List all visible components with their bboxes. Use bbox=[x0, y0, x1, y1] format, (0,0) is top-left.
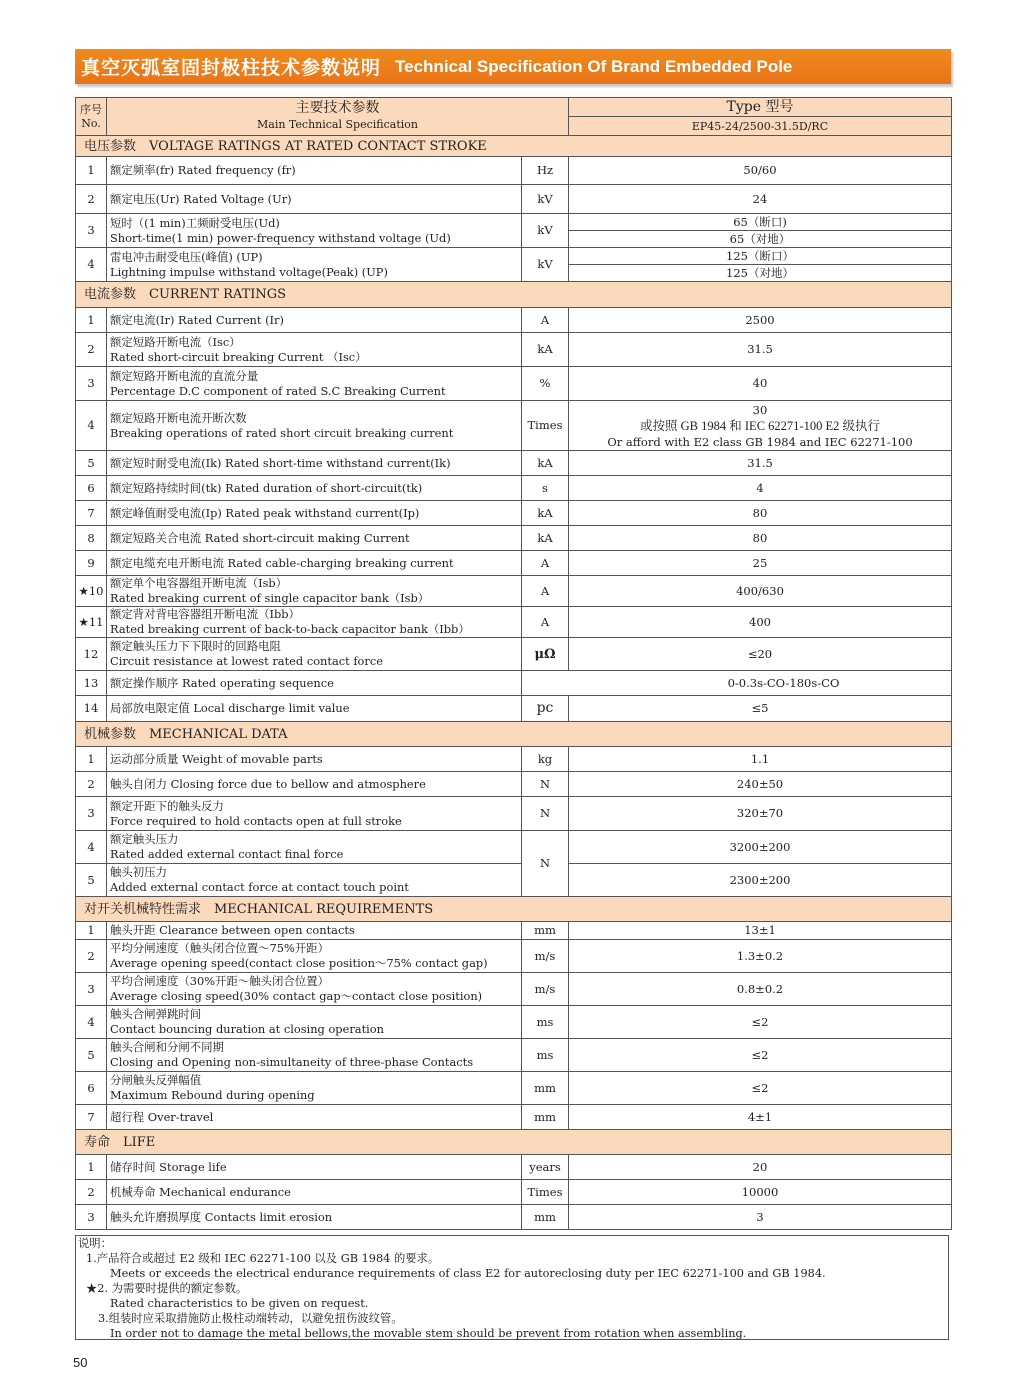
table-row: 2 额定电压(Ur) Rated Voltage (Ur) kV 24 bbox=[76, 185, 952, 214]
table-row: 3 额定短路开断电流的直流分量 Percentage D.C component of rated S.C Breaking Current % 40 bbox=[76, 367, 952, 401]
section-mechanical: 机械参数 MECHANICAL DATA bbox=[76, 722, 952, 747]
table-row: 7 额定峰值耐受电流(Ip) Rated peak withstand current(Ip) kA 80 bbox=[76, 501, 952, 526]
page-number: 50 bbox=[73, 1355, 88, 1370]
header-no bbox=[76, 98, 107, 136]
table-row: 5 触头初压力 Added external contact force at contact touch point 2300±200 bbox=[76, 864, 952, 897]
table-row: 4 雷电冲击耐受电压(峰值) (UP) Lightning impulse withstand voltage(Peak) (UP) kV 125（断口） 125（对地） bbox=[76, 248, 952, 282]
note-1: 1.产品符合或超过 E2 级和 IEC 62271-100 以及 GB 1984 的要求。 bbox=[86, 1252, 440, 1265]
title-banner bbox=[75, 49, 951, 84]
table-row: 4 额定触头压力 Rated added external contact final force N 3200±200 bbox=[76, 831, 952, 864]
table-row: 3 短时（(1 min)工频耐受电压(Ud) Short-time(1 min) power-frequency withstand voltage (Ud) kV 65（断口) 65（对地） bbox=[76, 214, 952, 248]
table-row: 1 额定电流(Ir) Rated Current (Ir) A 2500 bbox=[76, 308, 952, 333]
section-current: 电流参数 CURRENT RATINGS bbox=[76, 282, 952, 308]
title-cn: 真空灭弧室固封极柱技术参数说明 bbox=[81, 57, 382, 79]
table-row: ★10 额定单个电容器组开断电流（Isb） Rated breaking current of single capacitor bank（Isb） A 400/630 bbox=[76, 576, 952, 607]
table-row: 3 额定开距下的触头反力 Force required to hold contacts open at full stroke N 320±70 bbox=[76, 797, 952, 831]
table-row: 2 机械寿命 Mechanical endurance Times 10000 bbox=[76, 1180, 952, 1205]
table-row: 5 触头合闸和分闸不同期 Closing and Opening non-simultaneity of three-phase Contacts ms ≤2 bbox=[76, 1039, 952, 1072]
table-row: 13 额定操作顺序 Rated operating sequence 0-0.3s-CO-180s-CO bbox=[76, 671, 952, 696]
note-3-en: In order not to damage the metal bellows,the movable stem should be prevent from rotation when assembling. bbox=[110, 1327, 747, 1340]
table-row: 1 额定频率(fr) Rated frequency (fr) Hz 50/60 bbox=[76, 157, 952, 185]
table-row: 3 触头允许磨损厚度 Contacts limit erosion mm 3 bbox=[76, 1205, 952, 1230]
table-row: 7 超行程 Over-travel mm 4±1 bbox=[76, 1105, 952, 1130]
note-2: ★2. 为需要时提供的额定参数。 bbox=[86, 1282, 248, 1295]
table-row: 8 额定短路关合电流 Rated short-circuit making Current kA 80 bbox=[76, 526, 952, 551]
header-param-cn: 主要技术参数 bbox=[295, 100, 380, 116]
section-life: 寿命 LIFE bbox=[76, 1130, 952, 1155]
header-type: Type 型号 bbox=[569, 98, 952, 117]
section-voltage: 电压参数 VOLTAGE RATINGS AT RATED CONTACT STROKE bbox=[76, 136, 952, 157]
note-3: 3.组装时应采取措施防止极柱动端转动，以避免扭伤波纹管。 bbox=[98, 1312, 403, 1325]
notes-title: 说明： bbox=[78, 1237, 112, 1250]
table-header-row bbox=[76, 98, 952, 117]
notes-box bbox=[75, 1235, 949, 1340]
title-en: Technical Specification Of Brand Embedded Pole bbox=[395, 56, 793, 76]
table-row: 2 触头自闭力 Closing force due to bellow and atmosphere N 240±50 bbox=[76, 772, 952, 797]
table-row: 9 额定电缆充电开断电流 Rated cable-charging breaking current A 25 bbox=[76, 551, 952, 576]
table-row: 14 局部放电限定值 Local discharge limit value pc ≤5 bbox=[76, 696, 952, 722]
table-row: 1 触头开距 Clearance between open contacts mm 13±1 bbox=[76, 922, 952, 940]
table-row: 12 额定触头压力下下限时的回路电阻 Circuit resistance at lowest rated contact force μΩ ≤20 bbox=[76, 638, 952, 671]
section-requirements: 对开关机械特性需求 MECHANICAL REQUIREMENTS bbox=[76, 897, 952, 922]
table-row: 1 运动部分质量 Weight of movable parts kg 1.1 bbox=[76, 747, 952, 772]
header-model: EP45-24/2500-31.5D/RC bbox=[569, 117, 952, 136]
header-no-cn: 序号 bbox=[80, 102, 102, 116]
spec-table bbox=[75, 97, 952, 1230]
table-row: 2 额定短路开断电流（Isc） Rated short-circuit breaking Current （Isc） kA 31.5 bbox=[76, 333, 952, 367]
table-row: ★11 额定背对背电容器组开断电流（Ibb） Rated breaking current of back-to-back capacitor bank（Ibb） A 400 bbox=[76, 607, 952, 638]
table-row: 6 分闸触头反弹幅值 Maximum Rebound during opening mm ≤2 bbox=[76, 1072, 952, 1105]
table-row: 3 平均合闸速度（30%开距～触头闭合位置） Average closing speed(30% contact gap～contact close position) m/s 0.8±0.2 bbox=[76, 973, 952, 1006]
table-row: 1 储存时间 Storage life years 20 bbox=[76, 1155, 952, 1180]
table-row: 5 额定短时耐受电流(Ik) Rated short-time withstand current(Ik) kA 31.5 bbox=[76, 451, 952, 476]
table-row: 4 额定短路开断电流开断次数 Breaking operations of rated short circuit breaking current Times 30 或按照 GB 1984 和 IEC 62271-100 E2 级执行 Or afford with E2 class GB 1984 and IEC 62271-100 bbox=[76, 401, 952, 451]
header-param-en: Main Technical Specification bbox=[257, 118, 418, 131]
note-2-en: Rated characteristics to be given on request. bbox=[110, 1297, 369, 1310]
header-param bbox=[107, 98, 569, 136]
note-1-en: Meets or exceeds the electrical endurance requirements of class E2 for autoreclosing duty per IEC 62271-100 and GB 1984. bbox=[110, 1267, 826, 1280]
table-row: 4 触头合闸弹跳时间 Contact bouncing duration at closing operation ms ≤2 bbox=[76, 1006, 952, 1039]
table-row: 2 平均分闸速度（触头闭合位置～75%开距） Average opening speed(contact close position～75% contact gap) m/s 1.3±0.2 bbox=[76, 940, 952, 973]
table-row: 6 额定短路持续时间(tk) Rated duration of short-circuit(tk) s 4 bbox=[76, 476, 952, 501]
header-no-en: No. bbox=[81, 116, 101, 130]
